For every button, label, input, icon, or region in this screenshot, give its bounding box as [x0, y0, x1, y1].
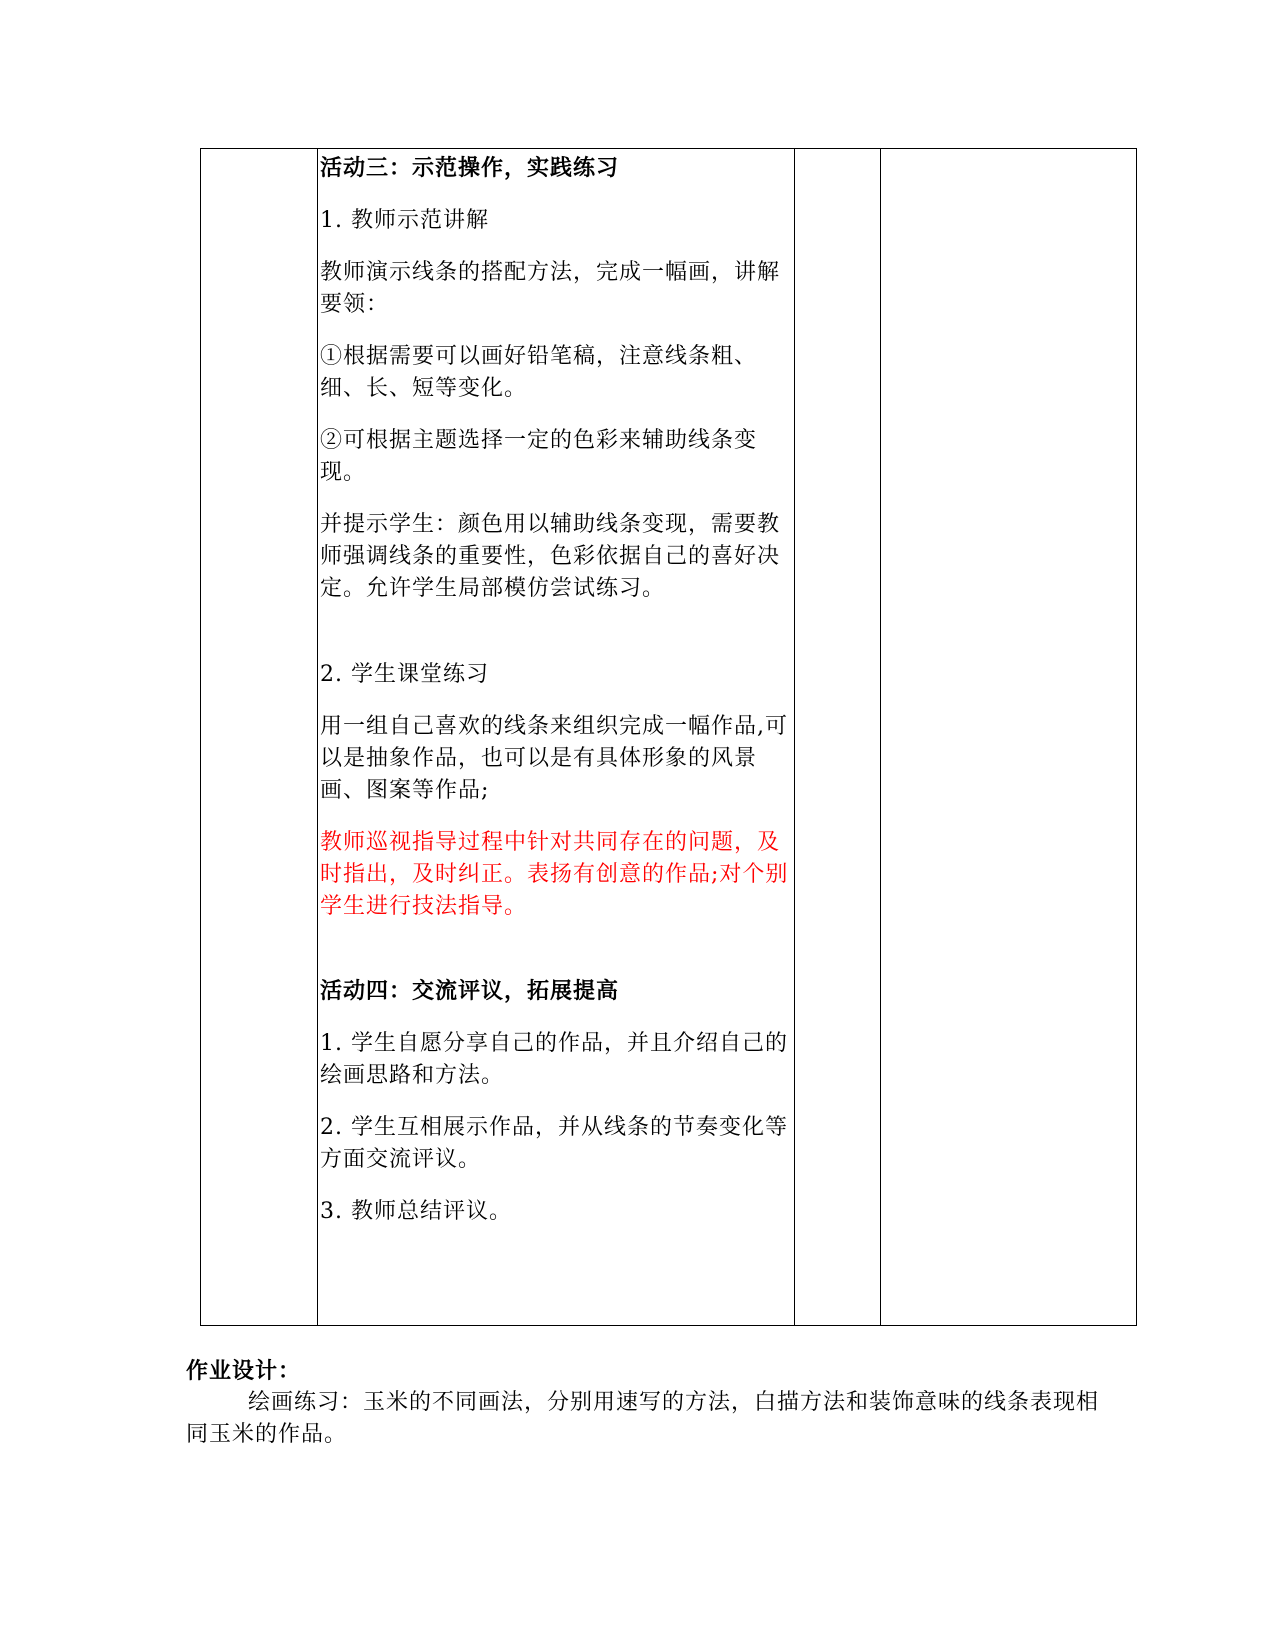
third-empty-cell	[795, 149, 881, 1326]
left-empty-cell	[201, 149, 318, 1326]
activity4-item3: 3. 教师总结评议。	[320, 1199, 512, 1224]
homework-body: 绘画练习：玉米的不同画法，分别用速写的方法，白描方法和装饰意味的线条表现相同玉米的作品。	[186, 1390, 1100, 1447]
step1-description: 教师演示线条的搭配方法，完成一幅画，讲解要领：	[320, 260, 781, 317]
activity4-title: 活动四：交流评议，拓展提高	[320, 978, 620, 1004]
homework-title: 作业设计：	[186, 1358, 302, 1384]
lesson-plan-table	[200, 148, 1137, 1326]
activity4-item2: 2. 学生互相展示作品，并从线条的节奏变化等方面交流评议。	[320, 1115, 788, 1172]
step1-title: 1. 教师示范讲解	[320, 208, 489, 233]
activity4-item1: 1. 学生自愿分享自己的作品，并且介绍自己的绘画思路和方法。	[320, 1031, 788, 1088]
step2-title: 2. 学生课堂练习	[320, 662, 489, 687]
tip-text: 并提示学生：颜色用以辅助线条变现，需要教师强调线条的重要性，色彩依据自己的喜好决定。允许学生局部模仿尝试练习。	[320, 512, 781, 601]
activity-content	[318, 152, 794, 1228]
activity3-title: 活动三：示范操作，实践练习	[320, 155, 620, 181]
activity-content-cell	[318, 149, 795, 1326]
table-row	[201, 149, 1137, 1326]
homework-section	[186, 1355, 1106, 1451]
step2-description: 用一组自己喜欢的线条来组织完成一幅作品,可以是抽象作品，也可以是有具体形象的风景画、图案等作品;	[320, 714, 788, 803]
point2-text: ②可根据主题选择一定的色彩来辅助线条变现。	[320, 428, 758, 485]
fourth-empty-cell	[881, 149, 1137, 1326]
teacher-note: 教师巡视指导过程中针对共同存在的问题，及时指出，及时纠正。表扬有创意的作品;对个别学生进行技法指导。	[320, 830, 789, 919]
point1-text: ①根据需要可以画好铅笔稿，注意线条粗、细、长、短等变化。	[320, 344, 758, 401]
